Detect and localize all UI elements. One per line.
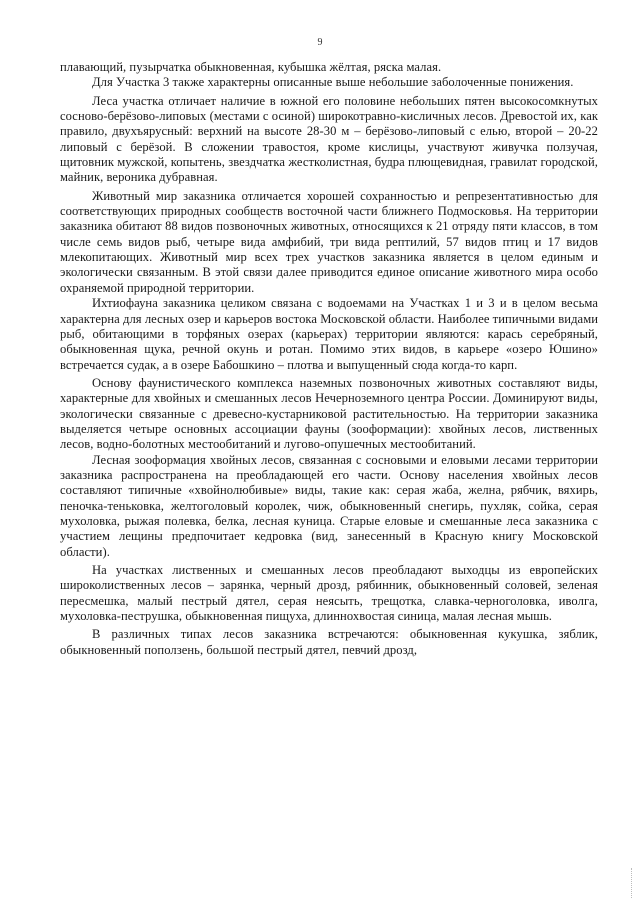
body-text (60, 60, 598, 658)
scan-edge-marks (631, 868, 634, 898)
paragraph-forests: Леса участка отличает наличие в южной его половине небольших пятен высокосомкнутых сосново-берёзово-липовых (местами с осиной) широкотравно-кисличных лесов. Древостой их, как правило, двухъярусный: верхний на высоте 28-30 м – берёзово-липовый с елью, второй – 20-22 липовый с берёзой. В сложении травостоя, кроме кислицы, участвуют живучка ползучая, щитовник мужской, копытень, звездчатка жестколистная, будра плющевидная, гравилат городской, майник, вероника дубравная. (60, 93, 598, 185)
page-number: 9 (317, 37, 323, 48)
paragraph-terrestrial-vertebrates: Основу фаунистического комплекса наземных позвоночных животных составляют виды, характерные для хвойных и смешанных лесов Нечерноземного центра России. Доминируют виды, экологически связанные с древесно-кустарниковой растительностью. На территории заказника выделяется четыре основных ассоциации фауны (зооформации): хвойных лесов, лиственных лесов, водно-болотных местообитаний и лугово-опушечных местообитаний. (60, 375, 598, 452)
paragraph-fauna-overview: Животный мир заказника отличается хорошей сохранностью и репрезентативностью для соответствующих природных сообществ восточной части ближнего Подмосковья. На территории заказника обитают 88 видов позвоночных животных, относящихся к 21 отряду пяти классов, в том числе семь видов рыб, четыре вида амфибий, три вида рептилий, 57 видов птиц и 17 видов млекопитающих. Животный мир всех трех участков заказника является в целом единым и экологически связанным. В этой связи далее приводится единое описание животного мира особо охраняемой природной территории. (60, 188, 598, 295)
paragraph-deciduous-forests: На участках лиственных и смешанных лесов преобладают выходцы из европейских широколиственных лесов – зарянка, черный дрозд, рябинник, обыкновенный соловей, зеленая пересмешка, малый пестрый дятел, серая неясыть, трещотка, славка-черноголовка, иволга, мухоловка-пеструшка, обыкновенная пищуха, длиннохвостая синица, малая лесная мышь. (60, 563, 598, 624)
paragraph-coniferous-zooformation: Лесная зооформация хвойных лесов, связанная с сосновыми и еловыми лесами территории заказника распространена на преобладающей его части. Основу населения хвойных лесов составляют типичные «хвойнолюбивые» виды, такие как: серая жаба, желна, рябчик, вяхирь, пеночка-теньковка, желтоголовый королек, чиж, обыкновенный снегирь, пухляк, сойка, серая мухоловка, рыжая полевка, белка, лесная куница. Старые еловые и смешанные леса заказника с участием лещины предпочитает кедровка (вид, занесенный в Красную книгу Московской области). (60, 452, 598, 559)
paragraph-ichthyofauna: Ихтиофауна заказника целиком связана с водоемами на Участках 1 и 3 и в целом весьма характерна для лесных озер и карьеров востока Московской области. Наиболее типичными видами рыб, обитающими в торфяных озерах (карьерах) территории являются: карась серебряный, обыкновенная щука, речной окунь и ротан. Помимо этих видов, в карьере «озеро Юшино» встречается судак, а в озере Бабошкино – плотва и выпущенный сюда когда-то карп. (60, 296, 598, 372)
paragraph-continuation: плавающий, пузырчатка обыкновенная, кубышка жёлтая, ряска малая. (60, 60, 442, 74)
paragraph-section3-wetlands: Для Участка 3 также характерны описанные выше небольшие заболоченные понижения. (92, 75, 574, 90)
paragraph-forest-types: В различных типах лесов заказника встречаются: обыкновенная кукушка, зяблик, обыкновенный поползень, большой пестрый дятел, певчий дрозд, (60, 627, 598, 657)
